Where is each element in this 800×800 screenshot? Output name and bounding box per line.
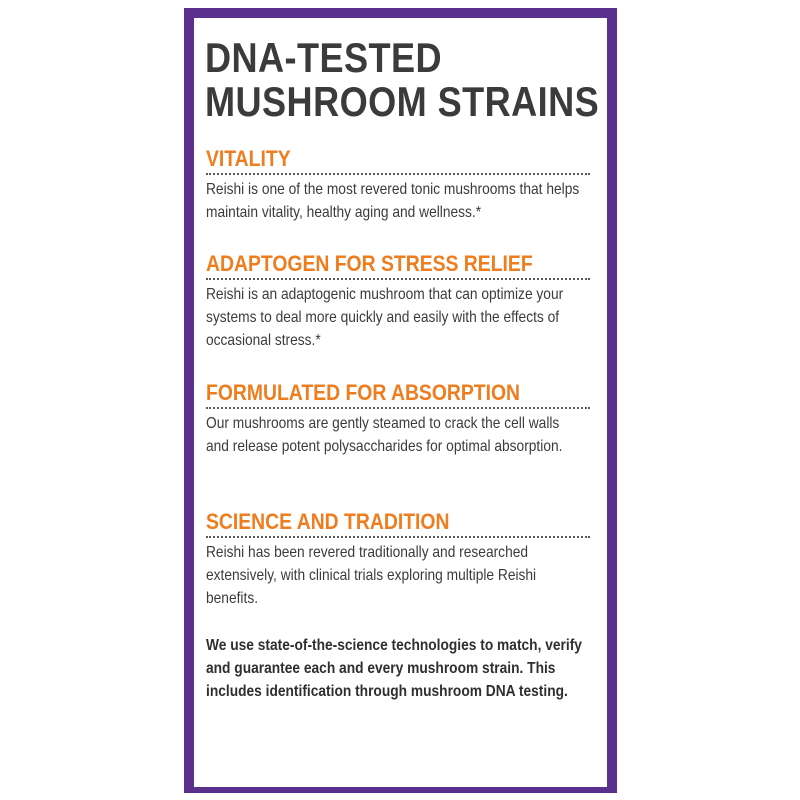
section-body: Our mushrooms are gently steamed to crack the cell walls and release potent polysaccharides for optimal absorption.: [206, 415, 563, 455]
dotted-divider: [206, 173, 590, 175]
section-adaptogen: [206, 251, 590, 352]
closing-statement: We use state-of-the-science technologies to match, verify and guarantee each and every mushroom strain. This includes identification through mushroom DNA testing.: [206, 637, 582, 700]
section-heading: VITALITY: [206, 146, 291, 171]
section-heading: SCIENCE AND TRADITION: [206, 509, 450, 534]
section-heading: ADAPTOGEN FOR STRESS RELIEF: [206, 251, 533, 276]
dotted-divider: [206, 278, 590, 280]
dotted-divider: [206, 407, 590, 409]
dotted-divider: [206, 536, 590, 538]
section-heading: FORMULATED FOR ABSORPTION: [206, 380, 521, 405]
section-science: [206, 509, 590, 610]
page-title: [205, 36, 599, 124]
section-body: Reishi is one of the most revered tonic mushrooms that helps maintain vitality, healthy aging and wellness.*: [206, 181, 580, 221]
title-line-2: MUSHROOM STRAINS: [205, 78, 600, 125]
section-vitality: [206, 146, 590, 224]
section-body: Reishi is an adaptogenic mushroom that can optimize your systems to deal more quickly and easily with the effects of occasional stress.*: [206, 286, 564, 349]
title-line-1: DNA-TESTED: [205, 34, 443, 81]
section-absorption: [206, 380, 590, 458]
section-body: Reishi has been revered traditionally and researched extensively, with clinical trials exploring multiple Reishi benefits.: [206, 544, 537, 607]
